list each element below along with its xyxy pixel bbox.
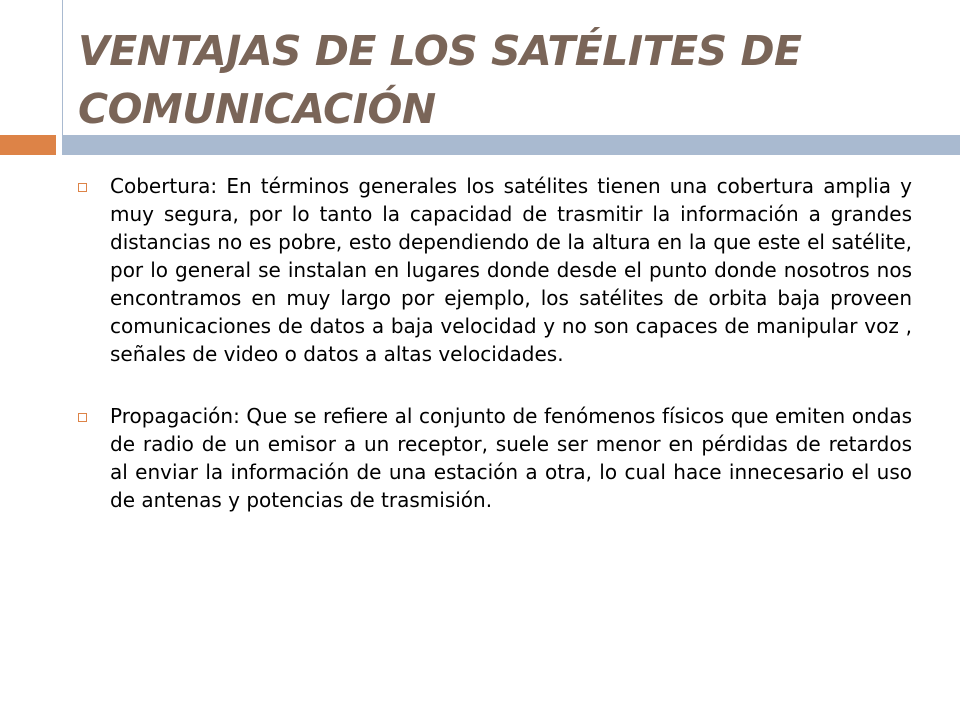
hollow-square-icon [78, 183, 87, 192]
accent-bar-blue [62, 135, 960, 155]
bullet-text: Propagación: Que se refiere al conjunto de fenómenos físicos que emiten ondas de radio de un emisor a un receptor, suele ser menor en pérdidas de retardos al enviar la información de una estación a otra, lo cual hace innecesario el uso de antenas y potencias de trasmisión. [110, 404, 912, 512]
bullet-list [76, 172, 912, 548]
hollow-square-icon [78, 413, 87, 422]
slide-title: VENTAJAS DE LOS SATÉLITES DE COMUNICACIÓN [78, 27, 802, 133]
bullet-text: Cobertura: En términos generales los satélites tienen una cobertura amplia y muy segura, por lo tanto la capacidad de trasmitir la información a grandes distancias no es pobre, esto dependiendo de la altura en la que este el satélite, por lo general se instalan en lugares donde desde el punto donde nosotros nos encontramos en muy largo por ejemplo, los satélites de orbita baja proveen comunicaciones de datos a baja velocidad y no son capaces de manipular voz , señales de video o datos a altas velocidades. [110, 174, 912, 366]
bullet-item-cobertura [76, 172, 912, 368]
bullet-item-propagacion [76, 402, 912, 514]
vertical-rule [62, 0, 63, 135]
accent-bar-orange [0, 135, 56, 155]
